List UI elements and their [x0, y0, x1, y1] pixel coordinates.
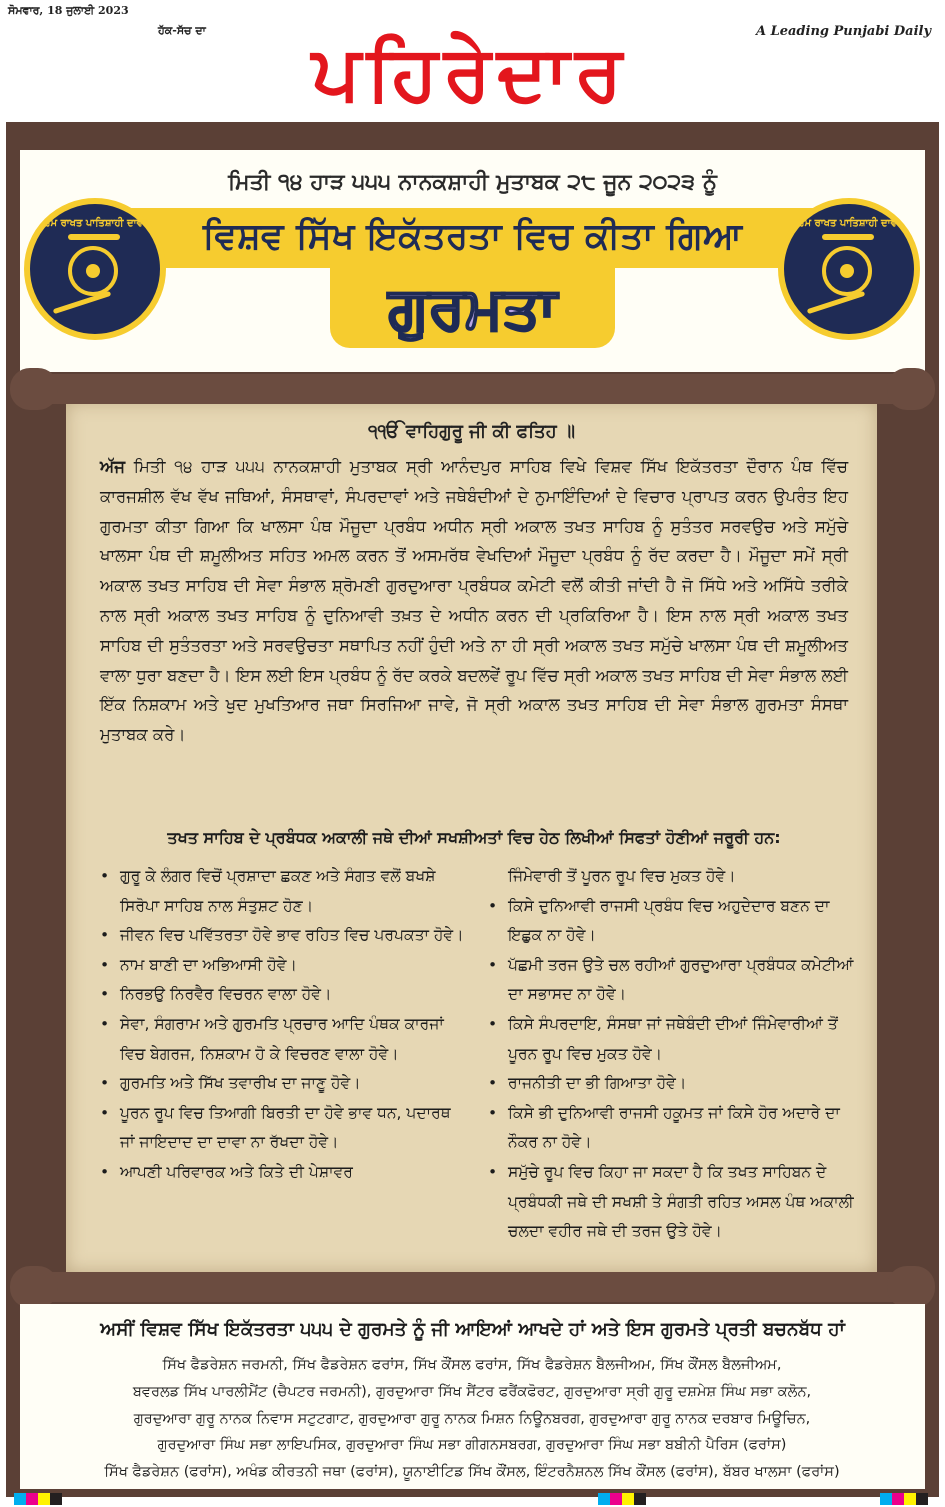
org-line: ਸਿੱਖ ਫੈਡਰੇਸ਼ਨ ਜਰਮਨੀ, ਸਿੱਖ ਫੈਡਰੇਸ਼ਨ ਫਰਾਂਸ, ਸਿੱਖ ਕੌਂਸਲ ਫਰਾਂਸ, ਸਿੱਖ ਫੈਡਰੇਸ਼ਨ ਬੈਲਜੀਅਮ, ਸਿੱਖ ਕੌਂਸਲ ਬੈਲਜੀਅਮ, [162, 1357, 782, 1373]
color-registration-bar [14, 1493, 62, 1505]
qualities-list-left [100, 862, 466, 1188]
qualities-list-right [488, 862, 854, 1247]
dagger-icon [822, 234, 874, 240]
bullet: • [488, 896, 498, 915]
bullet: • [100, 955, 110, 974]
khalsa-emblem-left [24, 198, 166, 340]
bullet: • [488, 1014, 498, 1033]
bullet: • [488, 1162, 498, 1181]
headline: ਵਿਸ਼ਵ ਸਿੱਖ ਇਕੱਤਰਤਾ ਵਿਚ ਕੀਤਾ ਗਿਆ [202, 216, 743, 257]
bullet: • [488, 1103, 498, 1122]
list-item: • ਕਿਸੇ ਦੁਨਿਆਵੀ ਰਾਜਸੀ ਪ੍ਰਬੰਧ ਵਿਚ ਅਹੁਦੇਦਾਰ ਬਣਨ ਦਾ ਇਛੁਕ ਨਾ ਹੋਵੇ। [488, 892, 854, 951]
newspaper-masthead: ਪਹਿਰੇਦਾਰ [311, 28, 629, 117]
dagger-icon [68, 234, 120, 240]
gurmata-title: ਗੁਰਮਤਾ [388, 274, 557, 342]
list-item: • ਰਾਜਨੀਤੀ ਦਾ ਭੀ ਗਿਆਤਾ ਹੋਵੇ। [488, 1069, 854, 1099]
scroll-bottom-right-cap [887, 1266, 935, 1308]
color-registration-bar [880, 1493, 928, 1505]
emblem-motto: ਹਮ ਰਾਖਤ ਪਾਤਿਸ਼ਾਹੀ ਦਾਵਾ [44, 218, 146, 229]
list-item: • ਗੁਰੂ ਕੇ ਲੰਗਰ ਵਿਚੋਂ ਪ੍ਰਸ਼ਾਦਾ ਛਕਣ ਅਤੇ ਸੰਗਤ ਵਲੋਂ ਬਖਸ਼ੇ ਸਿਰੋਪਾ ਸਾਹਿਬ ਨਾਲ ਸੰਤੁਸ਼ਟ ਹੋਣ। [100, 862, 466, 921]
resolution-text: ਮਿਤੀ ੧੪ ਹਾੜ ੫੫੫ ਨਾਨਕਸ਼ਾਹੀ ਮੁਤਾਬਕ ਸ੍ਰੀ ਆਨੰਦਪੁਰ ਸਾਹਿਬ ਵਿਖੇ ਵਿਸ਼ਵ ਸਿੱਖ ਇਕੱਤਰਤਾ ਦੌਰਾਨ ਪੰਥ ਵਿੱਚ ਕਾਰਜਸ਼ੀਲ ਵੱਖ ਵੱਖ ਜਥਿਆਂ, ਸੰਸਥਾਵਾਂ, ਸੰਪਰਦਾਵਾਂ ਅਤੇ ਜਥੇਬੰਦੀਆਂ ਦੇ ਨੁਮਾਇੰਦਿਆਂ ਦੇ ਵਿਚਾਰ ਪ੍ਰਾਪਤ ਕਰਨ ਉਪਰੰਤ ਇਹ ਗੁਰਮਤਾ ਕੀਤਾ ਗਿਆ ਕਿ ਖਾਲਸਾ ਪੰਥ ਮੌਜੂਦਾ ਪ੍ਰਬੰਧ ਅਧੀਨ ਸ੍ਰੀ ਅਕਾਲ ਤਖਤ ਸਾਹਿਬ ਨੂੰ ਸੁਤੰਤਰ ਸਰਵਉਚ ਅਤੇ ਸਮੁੱਚੇ ਖਾਲਸਾ ਪੰਥ ਦੀ ਸ਼ਮੂਲੀਅਤ ਸਹਿਤ ਅਮਲ ਕਰਨ ਤੋਂ ਅਸਮਰੱਥ ਵੇਖਦਿਆਂ ਮੌਜੂਦਾ ਪ੍ਰਬੰਧ ਨੂੰ ਰੱਦ ਕਰਦਾ ਹੈ। ਮੌਜੂਦਾ ਸਮੇਂ ਸ੍ਰੀ ਅਕਾਲ ਤਖਤ ਸਾਹਿਬ ਦੀ ਸੇਵਾ ਸੰਭਾਲ ਸ਼੍ਰੋਮਣੀ ਗੁਰਦੁਆਰਾ ਪ੍ਰਬੰਧਕ ਕਮੇਟੀ ਵਲੋਂ ਕੀਤੀ ਜਾਂਦੀ ਹੈ ਜੋ ਸਿੱਧੇ ਅਤੇ ਅਸਿੱਧੇ ਤਰੀਕੇ ਨਾਲ ਸ੍ਰੀ ਅਕਾਲ ਤਖਤ ਸਾਹਿਬ ਨੂੰ ਦੁਨਿਆਵੀ ਤਖ਼ਤ ਦੇ ਅਧੀਨ ਕਰਨ ਦੀ ਪ੍ਰਕਿਰਿਆ ਹੈ। ਇਸ ਨਾਲ ਸ੍ਰੀ ਅਕਾਲ ਤਖਤ ਸਾਹਿਬ ਦੀ ਸੁਤੰਤਰਤਾ ਅਤੇ ਸਰਵਉਚਤਾ ਸਥਾਪਿਤ ਨਹੀਂ ਹੁੰਦੀ ਅਤੇ ਨਾ ਹੀ ਸ੍ਰੀ ਅਕਾਲ ਤਖਤ ਸਮੁੱਚੇ ਖਾਲਸਾ ਪੰਥ ਦੀ ਸ਼ਮੂਲੀਅਤ ਵਾਲਾ ਧੁਰਾ ਬਣਦਾ ਹੈ। ਇਸ ਲਈ ਇਸ ਪ੍ਰਬੰਧ ਨੂੰ ਰੱਦ ਕਰਕੇ ਬਦਲਵੇਂ ਰੂਪ ਵਿੱਚ ਸ੍ਰੀ ਅਕਾਲ ਤਖਤ ਸਾਹਿਬ ਦੀ ਸੇਵਾ ਸੰਭਾਲ ਲਈ ਇੱਕ ਨਿਸ਼ਕਾਮ ਅਤੇ ਖੁਦ ਮੁਖਤਿਆਰ ਜਥਾ ਸਿਰਜਿਆ ਜਾਵੇ, ਜੋ ਸ੍ਰੀ ਅਕਾਲ ਤਖਤ ਸਾਹਿਬ ਦੀ ਸੇਵਾ ਸੰਭਾਲ ਗੁਰਮਤਾ ਸੰਸਥਾ ਮੁਤਾਬਕ ਕਰੇ। [100, 457, 849, 745]
scroll-top-roller [12, 374, 933, 404]
paper-tagline: A Leading Punjabi Daily [755, 24, 931, 39]
chakar-icon [68, 246, 118, 296]
lead-word: ਅੱਜ [100, 457, 125, 476]
bullet: • [100, 926, 110, 945]
qualities-heading: ਤਖਤ ਸਾਹਿਬ ਦੇ ਪ੍ਰਬੰਧਕ ਅਕਾਲੀ ਜਥੇ ਦੀਆਂ ਸਖਸ਼ੀਅਤਾਂ ਵਿਚ ਹੇਠ ਲਿਖੀਆਂ ਸਿਫਤਾਂ ਹੋਣੀਆਂ ਜਰੂਰੀ ਹਨ: [167, 828, 781, 847]
list-item: • ਪੱਛਮੀ ਤਰਜ ਉਤੇ ਚਲ ਰਹੀਆਂ ਗੁਰਦੁਆਰਾ ਪ੍ਰਬੰਧਕ ਕਮੇਟੀਆਂ ਦਾ ਸਭਾਸਦ ਨਾ ਹੋਵੇ। [488, 951, 854, 1010]
supporting-organizations [32, 1352, 912, 1486]
list-item: • ਗੁਰਮਤਿ ਅਤੇ ਸਿੱਖ ਤਵਾਰੀਖ ਦਾ ਜਾਣੂ ਹੋਵੇ। [100, 1069, 466, 1099]
list-item: • ਨਿਰਭਉ ਨਿਰਵੈਰ ਵਿਚਰਨ ਵਾਲਾ ਹੋਵੇ। [100, 980, 466, 1010]
list-item: • ਨਾਮ ਬਾਣੀ ਦਾ ਅਭਿਆਸੀ ਹੋਵੇ। [100, 951, 466, 981]
bullet: • [488, 955, 498, 974]
bullet: • [100, 1162, 110, 1181]
emblem-motto: ਹਮ ਰਾਖਤ ਪਾਤਿਸ਼ਾਹੀ ਦਾਵਾ [798, 218, 900, 229]
list-item: • ਕਿਸੇ ਸੰਪਰਦਾਇ, ਸੰਸਥਾ ਜਾਂ ਜਥੇਬੰਦੀ ਦੀਆਂ ਜਿੰਮੇਵਾਰੀਆਂ ਤੋਂ ਪੂਰਨ ਰੂਪ ਵਿਚ ਮੁਕਤ ਹੋਵੇ। [488, 1010, 854, 1069]
list-item-continuation: ਜਿੰਮੇਵਾਰੀ ਤੋਂ ਪੂਰਨ ਰੂਪ ਵਿਚ ਮੁਕਤ ਹੋਵੇ। [508, 867, 736, 885]
org-line: ਗੁਰਦੁਆਰਾ ਗੁਰੂ ਨਾਨਕ ਨਿਵਾਸ ਸਟੁਟਗਾਟ, ਗੁਰਦੁਆਰਾ ਗੁਰੂ ਨਾਨਕ ਮਿਸ਼ਨ ਨਿਊਨਬਰਗ, ਗੁਰਦੁਆਰਾ ਗੁਰੂ ਨਾਨਕ ਦਰਬਾਰ ਮਿਊਚਿਨ, [133, 1410, 811, 1427]
list-item: • ਸੇਵਾ, ਸੰਗਰਾਮ ਅਤੇ ਗੁਰਮਤਿ ਪ੍ਰਚਾਰ ਆਦਿ ਪੰਥਕ ਕਾਰਜਾਂ ਵਿਚ ਬੇਗਰਜ, ਨਿਸ਼ਕਾਮ ਹੋ ਕੇ ਵਿਚਰਣ ਵਾਲਾ ਹੋਵੇ। [100, 1010, 466, 1069]
color-registration-bar [598, 1493, 646, 1505]
sword-icon [807, 291, 866, 314]
scroll-bottom-left-cap [10, 1266, 58, 1308]
org-line: ਬਵਰਲਡ ਸਿੱਖ ਪਾਰਲੀਮੈਂਟ (ਚੈਪਟਰ ਜਰਮਨੀ), ਗੁਰਦੁਆਰਾ ਸਿੱਖ ਸੈਂਟਰ ਫਰੈਂਕਫੋਰਟ, ਗੁਰਦੁਆਰਾ ਸ੍ਰੀ ਗੁਰੂ ਦਸ਼ਮੇਸ਼ ਸਿੰਘ ਸਭਾ ਕਲੋਨ, [132, 1383, 812, 1400]
org-line: ਸਿੱਖ ਫੈਡਰੇਸ਼ਨ (ਫਰਾਂਸ), ਅਖੰਡ ਕੀਰਤਨੀ ਜਥਾ (ਫਰਾਂਸ), ਯੂਨਾਈਟਿਡ ਸਿੱਖ ਕੌਂਸਲ, ਇੰਟਰਨੈਸ਼ਨਲ ਸਿੱਖ ਕੌਂਸਲ (ਫਰਾਂਸ), ਬੱਬਰ ਖਾਲਸਾ (ਫਰਾਂਸ) [104, 1464, 840, 1481]
scroll-top-right-cap [887, 368, 935, 410]
issue-date: ਸੋਮਵਾਰ, 18 ਜੁਲਾਈ 2023 [8, 4, 129, 17]
resolution-date-line: ਮਿਤੀ ੧੪ ਹਾੜ ੫੫੫ ਨਾਨਕਸ਼ਾਹੀ ਮੁਤਾਬਕ ੨੮ ਜੂਨ ੨੦੨੩ ਨੂੰ [228, 170, 717, 195]
list-item: • ਜੀਵਨ ਵਿਚ ਪਵਿੱਤਰਤਾ ਹੋਵੇ ਭਾਵ ਰਹਿਤ ਵਿਚ ਪਰਪਕਤਾ ਹੋਵੇ। [100, 921, 466, 951]
org-line: ਗੁਰਦੁਆਰਾ ਸਿੰਘ ਸਭਾ ਲਾਇਪਸਿਕ, ਗੁਰਦੁਆਰਾ ਸਿੰਘ ਸਭਾ ਗੀਗਨਸਬਰਗ, ਗੁਰਦੁਆਰਾ ਸਿੰਘ ਸਭਾ ਬਬੀਨੀ ਪੈਰਿਸ (ਫਰਾਂਸ) [157, 1437, 787, 1454]
bullet: • [100, 1074, 110, 1093]
list-item: • ਆਪਣੀ ਪਰਿਵਾਰਕ ਅਤੇ ਕਿਤੇ ਦੀ ਪੇਸ਼ਾਵਰ [100, 1158, 466, 1188]
top-strip [0, 0, 945, 24]
khalsa-emblem-right [778, 198, 920, 340]
bullet: • [100, 1103, 110, 1122]
bullet: • [488, 1074, 498, 1093]
list-item: • ਪੂਰਨ ਰੂਪ ਵਿਚ ਤਿਆਗੀ ਬਿਰਤੀ ਦਾ ਹੋਵੇ ਭਾਵ ਧਨ, ਪਦਾਰਥ ਜਾਂ ਜਾਇਦਾਦ ਦਾ ਦਾਵਾ ਨਾ ਰੱਖਦਾ ਹੋਵੇ। [100, 1099, 466, 1158]
pledge-line: ਅਸੀਂ ਵਿਸ਼ਵ ਸਿੱਖ ਇਕੱਤਰਤਾ ੫੫੫ ਦੇ ਗੁਰਮਤੇ ਨੂੰ ਜੀ ਆਇਆਂ ਆਖਦੇ ਹਾਂ ਅਤੇ ਇਸ ਗੁਰਮਤੇ ਪ੍ਰਤੀ ਬਚਨਬੱਧ ਹਾਂ [100, 1319, 845, 1340]
chakar-icon [822, 246, 872, 296]
bullet: • [100, 1014, 110, 1033]
scroll-bottom-roller [12, 1272, 933, 1302]
bullet: • [100, 867, 110, 885]
sword-icon [53, 291, 112, 314]
list-item: • ਕਿਸੇ ਭੀ ਦੁਨਿਆਵੀ ਰਾਜਸੀ ਹਕੂਮਤ ਜਾਂ ਕਿਸੇ ਹੋਰ ਅਦਾਰੇ ਦਾ ਨੌਕਰ ਨਾ ਹੋਵੇ। [488, 1099, 854, 1158]
list-item: • ਸਮੁੱਚੇ ਰੂਪ ਵਿਚ ਕਿਹਾ ਜਾ ਸਕਦਾ ਹੈ ਕਿ ਤਖਤ ਸਾਹਿਬਨ ਦੇ ਪ੍ਰਬੰਧਕੀ ਜਥੇ ਦੀ ਸਖਸ਼ੀ ਤੇ ਸੰਗਤੀ ਰਹਿਤ ਅਸਲ ਪੰਥ ਅਕਾਲੀ ਚਲਦਾ ਵਹੀਰ ਜਥੇ ਦੀ ਤਰਜ ਉਤੇ ਹੋਵੇ। [488, 1158, 854, 1247]
resolution-body [100, 452, 848, 750]
bullet: • [100, 985, 110, 1004]
masthead-tagline: ਹੱਕ-ਸੱਚ ਦਾ [158, 24, 206, 37]
invocation: ੧ੴ ਵਾਹਿਗੁਰੂ ਜੀ ਕੀ ਫਤਿਹ ॥ [367, 421, 576, 442]
scroll-top-left-cap [10, 368, 58, 410]
